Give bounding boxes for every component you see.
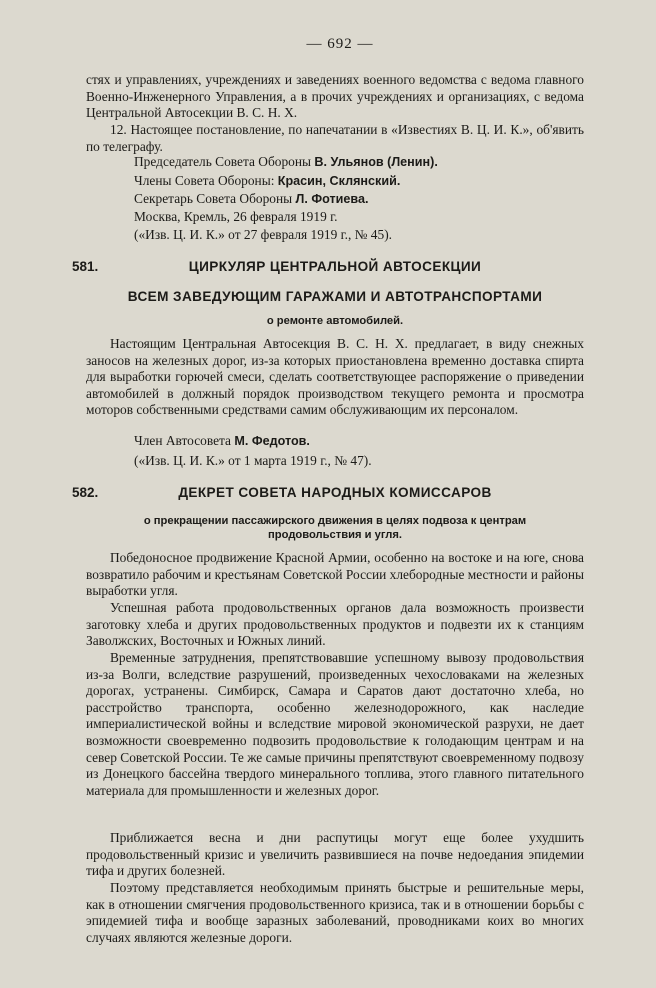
source-citation-581: («Изв. Ц. И. К.» от 1 марта 1919 г., № 47). <box>134 453 372 468</box>
document-582-paragraph-4: Приближается весна и дни распутицы могут еще более ухудшить продовольственный кризис и увеличить развившиеся на почве недоедания эпидемии тифа и других болезней. <box>86 830 584 879</box>
signer-chairman <box>134 153 438 171</box>
signer-name: Л. Фотиева. <box>295 192 369 206</box>
document-subject-581: о ремонте автомобилей. <box>266 315 404 327</box>
signer-role: Члены Совета Обороны: <box>134 173 275 188</box>
document-number-581: 581. <box>72 259 99 274</box>
document-body-581: Настоящим Центральная Автосекция В. С. Н. Х. предлагает, в виду снежных заносов на железных дорог, из-за которых приостановлена временно доставка спирта для выработки горючей смеси, сделать соответствующее распоряжение о приведении автомобилей в должный порядок производством текущего ремонта и просмотра моторов собственными средствами самим обслуживающим их персоналом. <box>86 336 584 418</box>
document-582-paragraph-2: Успешная работа продовольственных органов дала возможность произвести заготовку хлеба и других продовольственных продуктов и подвезти их к станциям Заволжских, Восточных и Южных линий. <box>86 600 584 649</box>
document-title-581: ЦИРКУЛЯР ЦЕНТРАЛЬНОЙ АВТОСЕКЦИИ <box>188 259 482 274</box>
signer-role: Член Автосовета <box>134 433 231 448</box>
document-582-paragraph-1: Победоносное продвижение Красной Армии, особенно на востоке и на юге, снова возвратило рабочим и крестьянам Советской России хлебородные местности и районы выработки угля. <box>86 550 584 599</box>
signer-name: Красин, Склянский. <box>277 174 401 188</box>
document-582-paragraph-5: Поэтому представляется необходимым принять быстрые и решительные меры, как в отношении смягчения продовольственного кризиса, так и в отношении борьбы с эпидемией тифа и вообще заразных заболеваний, проводниками коих во многих случаях являются железные дороги. <box>86 880 584 945</box>
document-subject-582-line1: о прекращении пассажирского движения в целях подвоза к центрам <box>143 515 527 527</box>
document-582-paragraph-3: Временные затруднения, препятствовавшие успешному вывозу продовольствия из-за Волги, вследствие разрушений, произведенных чехословаками на железных дорогах, устранены. Симбирск, Самара и Саратов дают достаточно хлеба, но расстройство транспорта, особенно железнодорожного, как наследие империалистической войны и вследствие мировой экономической разрухи, не дает возможности своевременно подвозить продовольствие к голодающим центрам и на север Советской России. Те же самые причины препятствуют своевременному подвозу из Донецкого бассейна твердого минерального топлива, этого главного питательного материала для промышленности и железных дорог. <box>86 650 584 798</box>
point-12-paragraph: 12. Настоящее постановление, по напечатании в «Известиях В. Ц. И. К.», об'явить по телеграфу. <box>86 122 584 154</box>
continuation-paragraph: стях и управлениях, учреждениях и заведениях военного ведомства с ведома главного Военно-Инженерного Управления, а в прочих учреждениях и организациях, с ведома Центральной Автосекции В. С. Н. Х. <box>86 72 584 121</box>
signer-name: М. Федотов. <box>234 434 310 448</box>
document-number-582: 582. <box>72 485 99 500</box>
signer-role: Председатель Совета Обороны <box>134 154 312 169</box>
document-subject-582-line2: продовольствия и угля. <box>268 529 402 541</box>
signer-role: Секретарь Совета Обороны <box>134 191 293 206</box>
page-number: — 692 — <box>306 36 374 52</box>
document-title-582: ДЕКРЕТ СОВЕТА НАРОДНЫХ КОМИССАРОВ <box>178 485 492 500</box>
signer-name: В. Ульянов (Ленин). <box>314 155 438 169</box>
source-citation: («Изв. Ц. И. К.» от 27 февраля 1919 г., № 45). <box>134 227 393 242</box>
signer-members <box>134 172 400 190</box>
signer-581 <box>134 432 310 450</box>
place-date: Москва, Кремль, 26 февраля 1919 г. <box>134 209 338 224</box>
document-addressee-581: ВСЕМ ЗАВЕДУЮЩИМ ГАРАЖАМИ И АВТОТРАНСПОРТАМИ <box>127 289 543 304</box>
signer-secretary <box>134 190 368 208</box>
